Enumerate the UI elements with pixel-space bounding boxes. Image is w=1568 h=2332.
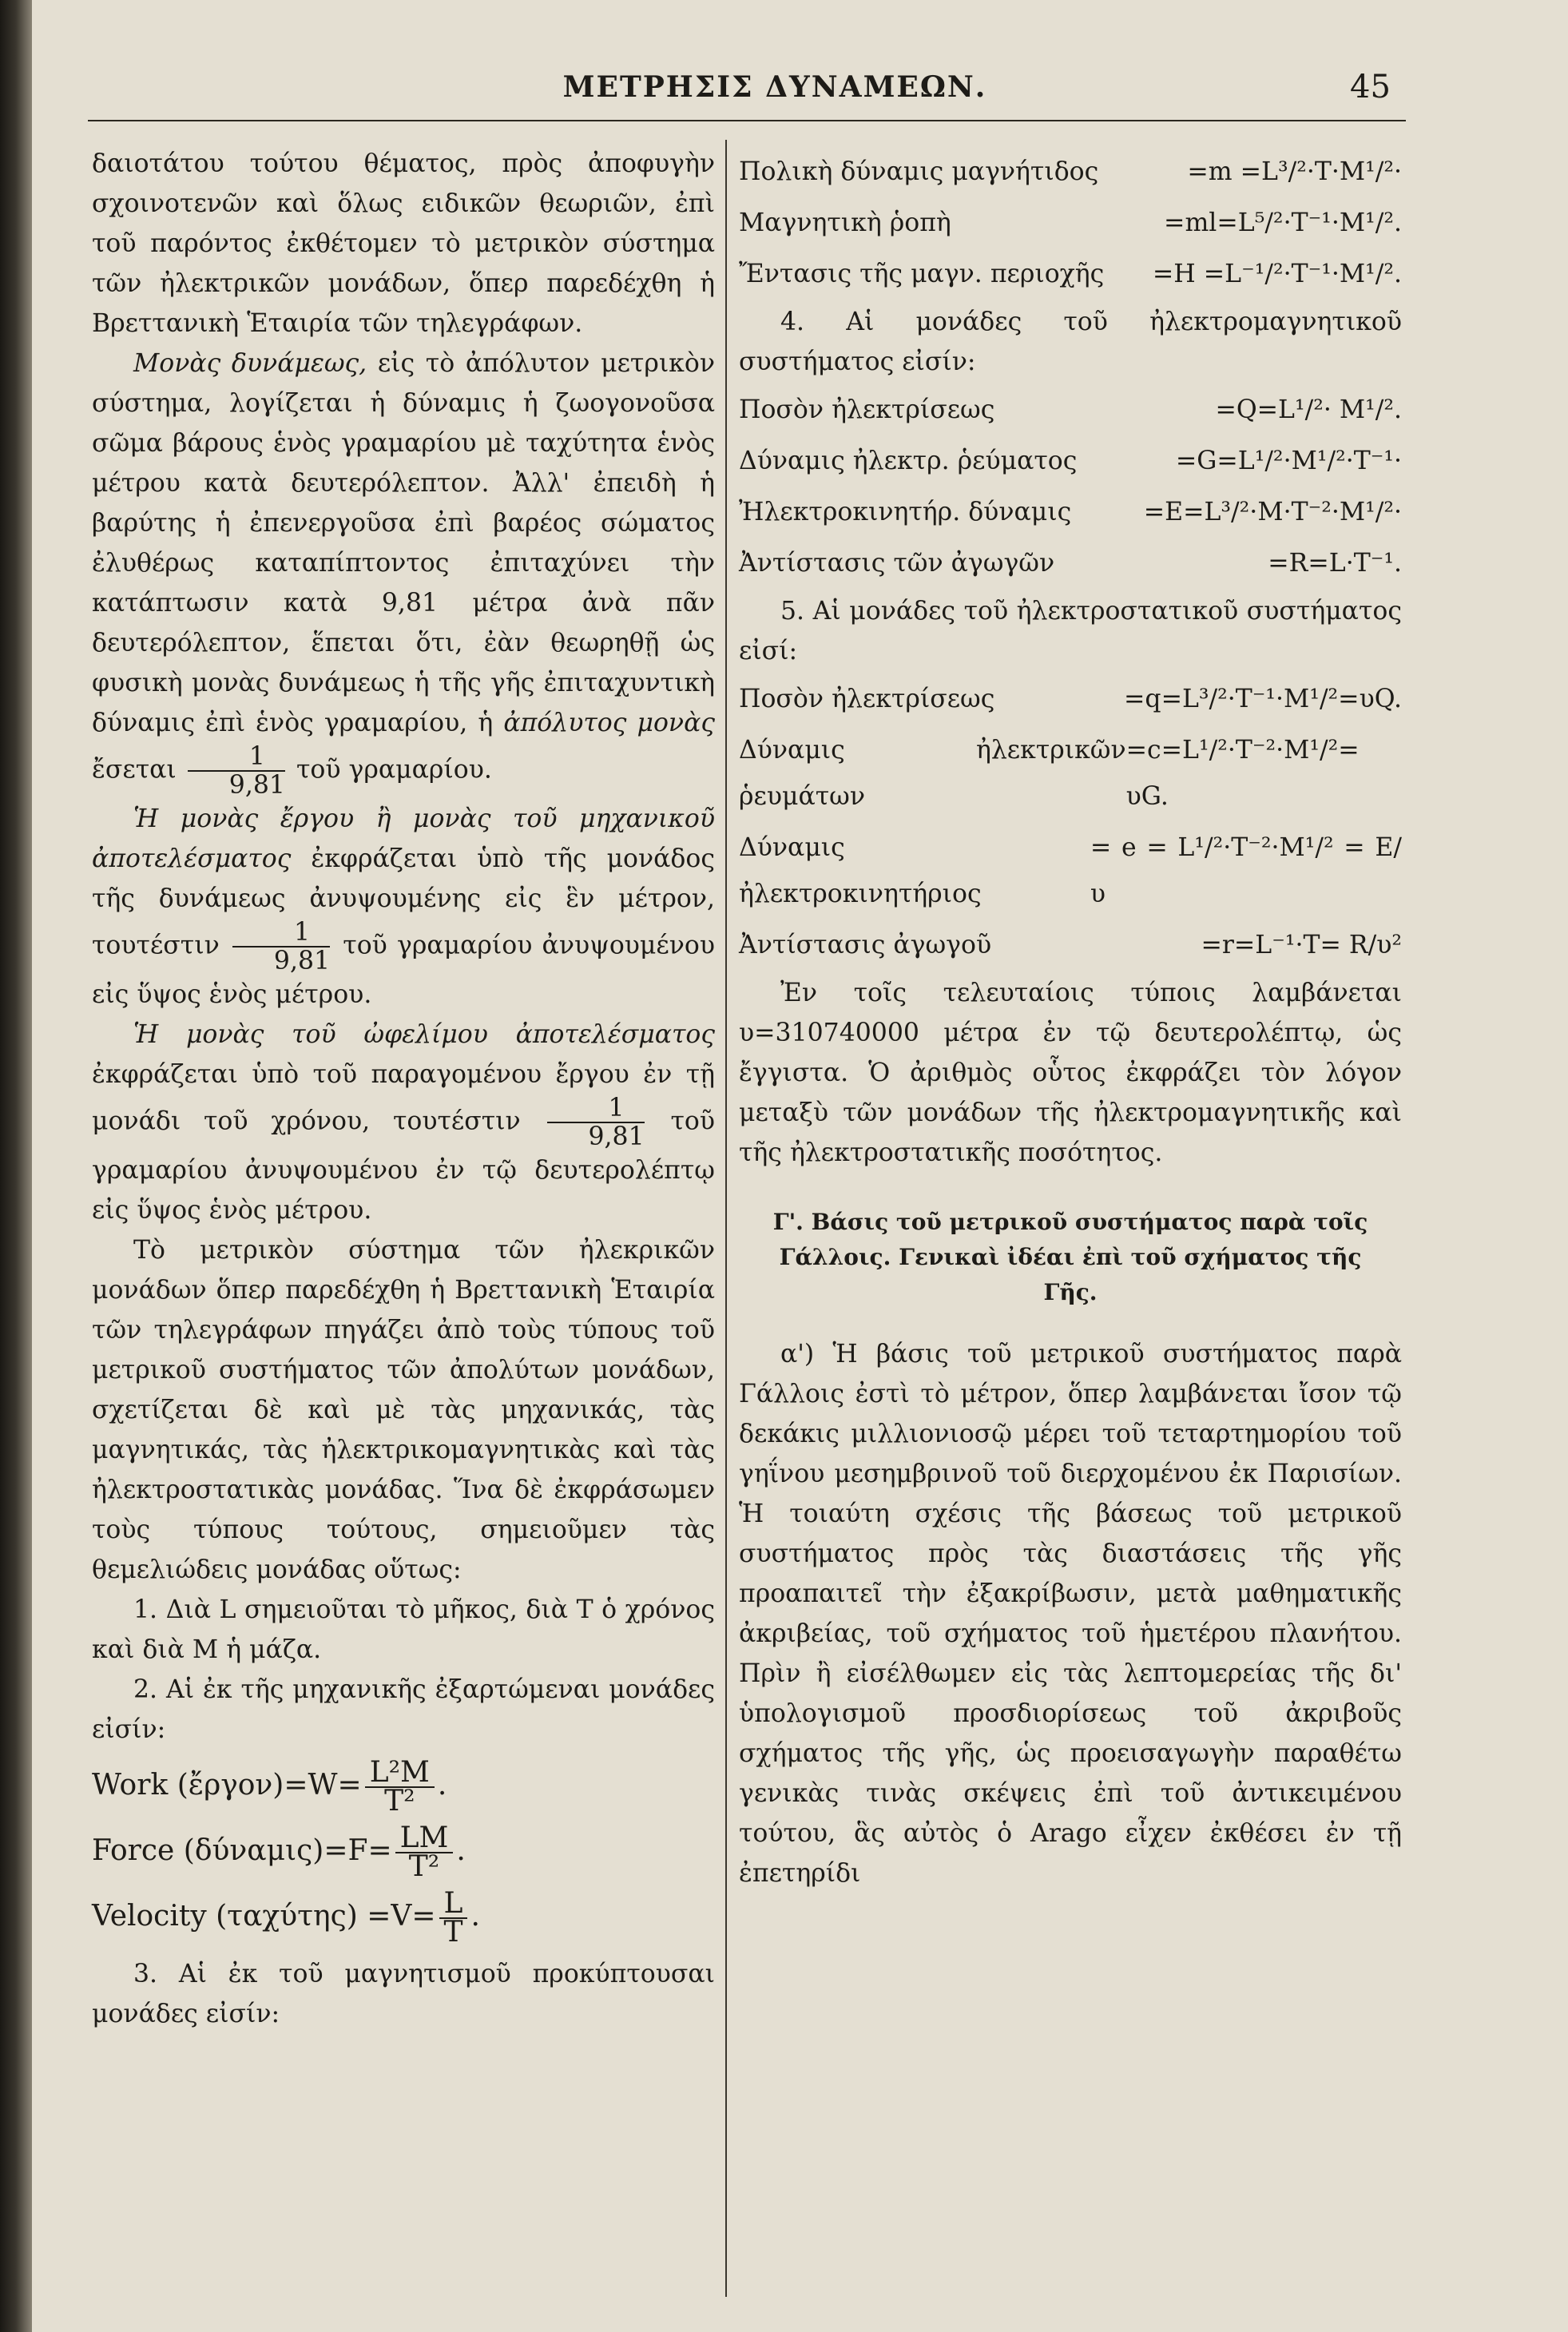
numerator: LM — [395, 1825, 454, 1853]
term: Ἡ μονὰς τοῦ ὠφελίμου ἀποτελέσματος — [133, 1020, 715, 1049]
section-heading: Γ'. Βάσις τοῦ μετρικοῦ συστήματος παρὰ τοῖς Γάλλοις. Γενικαὶ ἰδέαι ἐπὶ τοῦ σχήματος τῆς Γῆς. — [772, 1209, 1368, 1305]
text: ἐκφράζεται ὑπὸ τῆς μονάδος τῆς δυνάμεως ἀνυψουμένης εἰς ἓν μέτρον, τουτέστιν — [92, 844, 716, 960]
denominator: 9,81 — [228, 771, 285, 800]
text: ἔσεται — [92, 755, 177, 785]
equation-label: Ἀντίστασις ἀγωγοῦ — [739, 931, 992, 959]
equation-row — [739, 200, 1402, 246]
equation-label: Ἀντίστασις τῶν ἀγωγῶν — [739, 549, 1055, 578]
fraction — [439, 1887, 468, 1949]
fraction — [547, 1094, 645, 1150]
fraction — [365, 1756, 435, 1818]
equation-formula: =H =L⁻¹/²·T⁻¹·M¹/². — [1152, 260, 1402, 288]
fraction — [232, 919, 330, 975]
paragraph: Ἐν τοῖς τελευταίοις τύποις λαμβάνεται υ=310740000 μέτρα ἐν τῷ δευτερολέπτῳ, ὡς ἔγγιστα. Ὁ ἀριθμὸς οὗτος ἐκφράζει τὸν λόγον μεταξὺ τῶν μονάδων τῆς ἠλεκτρομαγνητικῆς καὶ τῆς ἠλεκτροστατικῆς ποσότητος. — [739, 979, 1402, 1167]
equation-formula: =Q=L¹/²· M¹/². — [1215, 395, 1402, 424]
paragraph: 2. Αἱ ἐκ τῆς μηχανικῆς ἐξαρτώμεναι μονάδες εἰσίν: — [92, 1675, 715, 1744]
equation-formula: =ml=L⁵/²·T⁻¹·M¹/². — [1164, 209, 1402, 237]
paragraph — [92, 344, 715, 799]
equation-row — [739, 489, 1402, 535]
equation-row — [739, 727, 1402, 820]
page-number: 45 — [1350, 69, 1391, 105]
paragraph — [92, 799, 715, 1015]
text: τοῦ γραμαρίου ἀνυψουμένου εἰς ὕψος ἑνὸς μέτρου. — [92, 931, 715, 1009]
equation-formula: =E=L³/²·M·T⁻²·M¹/²· — [1143, 498, 1402, 526]
denominator: T² — [408, 1850, 440, 1883]
equation-row — [739, 824, 1402, 917]
equation-formula: =G=L¹/²·M¹/²·T⁻¹· — [1175, 447, 1402, 475]
numerator: 1 — [232, 919, 330, 947]
text: τοῦ γραμαρίου. — [296, 755, 492, 785]
numerator: 1 — [188, 743, 285, 772]
denominator: T² — [384, 1785, 415, 1818]
denominator: 9,81 — [588, 1122, 645, 1151]
equation-work: Work (ἔργον)=W= $\frac{\text{L²M}}{\text{T²}}$ . — [92, 1756, 447, 1818]
equation-formula: = e = L¹/²·T⁻²·M¹/² = E/υ — [1090, 833, 1402, 908]
equation-label: Velocity (ταχύτης) =V= — [92, 1900, 436, 1933]
numerator: L — [439, 1890, 468, 1919]
equation-label: Δύναμις ἠλεκτρ. ῥεύματος — [739, 447, 1078, 475]
equation-label: Μαγνητικὴ ῥοπὴ — [739, 209, 951, 237]
equation-label: Δύναμις ἠλεκτρικῶν ῥευμάτων — [739, 736, 1126, 811]
term: Μονὰς δυνάμεως, — [133, 349, 367, 378]
column-divider — [725, 140, 727, 2297]
equation-velocity: Velocity (ταχύτης) =V= $\frac{L}{T}$ . — [92, 1887, 480, 1949]
equation-label: Πολικὴ δύναμις μαγνήτιδος — [739, 157, 1099, 186]
numerator: 1 — [547, 1094, 645, 1123]
equation-label: Ποσὸν ἠλεκτρίσεως — [739, 685, 995, 713]
paragraph: Τὸ μετρικὸν σύστημα τῶν ἠλεκρικῶν μονάδων ὅπερ παρεδέχθη ἡ Βρεττανικὴ Ἑταιρία τῶν τηλεγράφων πηγάζει ἀπὸ τοὺς τύπους τοῦ μετρικοῦ συστήματος τῶν ἀπολύτων μονάδων, σχετίζεται δὲ καὶ μὲ τὰς μηχανικάς, τὰς μαγνητικάς, τὰς ἠλεκτρικομαγνητικὰς καὶ τὰς ἠλεκτροστατικὰς μονάδας. Ἵνα δὲ ἐκφράσωμεν τοὺς τύπους τούτους, σημειοῦμεν τὰς θεμελιώδεις μονάδας οὕτως: — [92, 1236, 715, 1584]
paragraph: δαιοτάτου τούτου θέματος, πρὸς ἀποφυγὴν σχοινοτενῶν καὶ ὅλως ειδικῶν θεωριῶν, ἐπὶ τοῦ παρόντος ἐκθέτομεν τὸ μετρικὸν σύστημα τῶν ἠλεκτρικῶν μονάδων, ὅπερ παρεδέχθη ἡ Βρεττανικὴ Ἑταιρία τῶν τηλεγράφων. — [92, 149, 715, 338]
right-column — [739, 144, 1402, 1893]
fraction — [188, 743, 285, 799]
equation-label: Δύναμις ἠλεκτροκινητήριος — [739, 833, 982, 908]
book-gutter — [0, 0, 32, 2332]
equation-label: Force (δύναμις)=F= — [92, 1834, 392, 1867]
equation-formula: =q=L³/²·T⁻¹·M¹/²=υQ. — [1124, 685, 1402, 713]
equation-row — [739, 438, 1402, 484]
equation-row — [739, 251, 1402, 297]
text: ἐκφράζεται ὑπὸ τοῦ παραγομένου ἔργου ἐν τῇ μονάδι τοῦ χρόνου, τουτέστιν — [92, 1060, 715, 1136]
text: τοῦ γραμαρίου ἀνυψουμένου ἐν τῷ δευτερολέπτῳ εἰς ὕψος ἑνὸς μέτρου. — [92, 1106, 715, 1225]
equation-formula: =m =L³/²·T·M¹/²· — [1187, 157, 1402, 186]
denominator: T — [443, 1916, 463, 1949]
equation-formula: =R=L·T⁻¹. — [1268, 549, 1402, 578]
equation-row — [739, 676, 1402, 722]
left-column — [92, 144, 715, 2034]
equation-row — [739, 540, 1402, 586]
running-head: ΜΕΤΡΗΣΙΣ ΔΥΝΑΜΕΩΝ. — [562, 70, 987, 104]
paragraph: 4. Αἱ μονάδες τοῦ ἠλεκτρομαγνητικοῦ συστήματος εἰσίν: — [739, 308, 1402, 376]
equation-label: Ποσὸν ἠλεκτρίσεως — [739, 395, 995, 424]
paragraph — [92, 1015, 715, 1230]
paragraph: 5. Αἱ μονάδες τοῦ ἠλεκτροστατικοῦ συστήματος εἰσί: — [739, 597, 1402, 665]
term: Ἡ μονὰς ἔργου ἢ μονὰς τοῦ μηχανικοῦ ἀποτελέσματος — [92, 804, 715, 873]
paragraph: 3. Αἱ ἐκ τοῦ μαγνητισμοῦ προκύπτουσαι μονάδες εἰσίν: — [92, 1960, 715, 2028]
equation-row — [739, 922, 1402, 968]
equation-label: Work (ἔργον)=W= — [92, 1769, 362, 1802]
numerator: L²M — [365, 1759, 435, 1788]
equation-formula: =c=L¹/²·T⁻²·M¹/²= υG. — [1125, 736, 1360, 811]
equation-row — [739, 387, 1402, 433]
header-rule — [88, 120, 1406, 121]
equation-formula: =r=L⁻¹·T= R/υ² — [1201, 931, 1402, 959]
denominator: 9,81 — [273, 947, 331, 975]
fraction — [395, 1822, 454, 1883]
paragraph: 1. Διὰ L σημειοῦται τὸ μῆκος, διὰ T ὁ χρόνος καὶ διὰ M ἡ μάζα. — [92, 1595, 715, 1664]
equation-force: Force (δύναμις)=F= $\frac{LM}{\text{T²}}$ . — [92, 1822, 466, 1883]
term: ἀπόλυτος μονὰς — [503, 709, 715, 737]
text: εἰς τὸ ἀπόλυτον μετρικὸν σύστημα, λογίζεται ἡ δύναμις ἡ ζωογονοῦσα σῶμα βάρους ἑνὸς γραμαρίου μὲ ταχύτητα ἑνὸς μέτρου κατὰ δευτερόλεπτον. Ἀλλ' ἐπειδὴ ἡ βαρύτης ἡ ἐπενεργοῦσα ἐπὶ βαρέος σώματος ἐλυθέρως καταπίπτοντος ἐπιταχύνει τὴν κατάπτωσιν κατὰ 9,81 μέτρα ἀνὰ πᾶν δευτερόλεπτον, ἕπεται ὅτι, ἐὰν θεωρηθῇ ὡς φυσικὴ μονὰς δυνάμεως ἡ τῆς γῆς ἐπιταχυντικὴ δύναμις ἐπὶ ἑνὸς γραμαρίου, ἡ — [92, 349, 715, 737]
paragraph: α') Ἡ βάσις τοῦ μετρικοῦ συστήματος παρὰ Γάλλοις ἐστὶ τὸ μέτρον, ὅπερ λαμβάνεται ἴσον τῷ δεκάκις μιλλιονιοσῷ μέρει τοῦ τεταρτημορίου τοῦ γηΐνου μεσημβρινοῦ τοῦ διερχομένου ἐκ Παρισίων. Ἡ τοιαύτη σχέσις τῆς βάσεως τοῦ μετρικοῦ συστήματος πρὸς τὰς διαστάσεις τῆς γῆς προαπαιτεῖ τὴν ἐξακρίβωσιν, μετὰ μαθηματικῆς ἀκριβείας, τοῦ σχήματος τοῦ ἡμετέρου πλανήτου. Πρὶν ἢ εἰσέλθωμεν εἰς τὰς λεπτομερείας τῆς δι' ὑπολογισμοῦ προσδιορίσεως τοῦ ἀκριβοῦς σχήματος τῆς γῆς, ὡς προεισαγωγὴν παραθέτω γενικὰς τινὰς σκέψεις ἐπὶ τοῦ ἀντικειμένου τούτου, ἃς αὐτὸς ὁ Arago εἶχεν ἐκθέσει ἐν τῇ ἐπετηρίδι — [739, 1340, 1402, 1888]
equation-label: Ἠλεκτροκινητήρ. δύναμις — [739, 498, 1072, 526]
equation-row — [739, 149, 1402, 195]
equation-label: Ἔντασις τῆς μαγν. περιοχῆς — [739, 260, 1105, 288]
